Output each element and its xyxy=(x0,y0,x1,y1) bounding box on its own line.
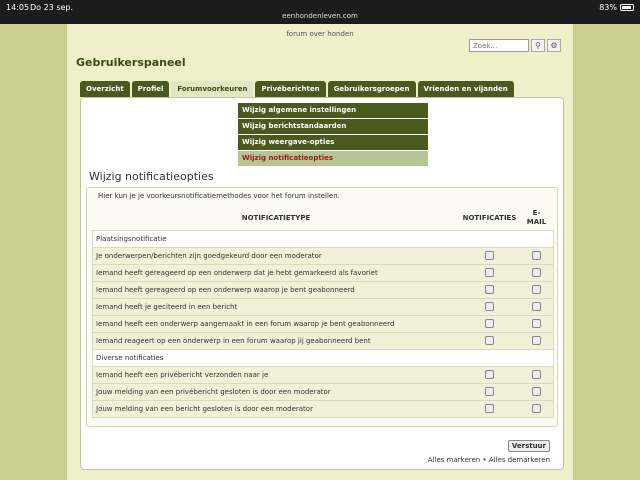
table-row xyxy=(93,315,554,332)
notification-checkbox[interactable] xyxy=(485,251,494,260)
row-label: Iemand reageert op een onderwerp in een forum waarop jij geabonneerd bent xyxy=(93,332,460,349)
site-tagline: forum over honden xyxy=(286,30,354,38)
table-row xyxy=(93,383,554,400)
page-title: Gebruikerspaneel xyxy=(76,56,186,69)
notification-checkbox[interactable] xyxy=(485,336,494,345)
notification-table xyxy=(92,206,554,418)
column-header-type: NOTIFICATIETYPE xyxy=(241,213,311,222)
status-date: Do 23 sep. xyxy=(30,3,74,12)
row-label: Je onderwerpen/berichten zijn goedgekeurd door een moderator xyxy=(93,247,460,264)
tab-vrienden[interactable]: Vrienden en vijanden xyxy=(418,81,514,97)
table-row xyxy=(93,400,554,417)
notification-checkbox[interactable] xyxy=(485,302,494,311)
search-icon[interactable]: ⚲ xyxy=(531,39,545,52)
row-label: Iemand heeft gereageerd op een onderwerp waarop je bent geabonneerd xyxy=(93,281,460,298)
column-header-notifications: NOTIFICATIES xyxy=(462,213,517,222)
email-checkbox[interactable] xyxy=(532,404,541,413)
search-bar xyxy=(469,39,561,52)
row-label: Jouw melding van een privébericht gesloten is door een moderator xyxy=(93,383,460,400)
row-label: Iemand heeft je geciteerd in een bericht xyxy=(93,298,460,315)
search-input[interactable] xyxy=(469,39,529,52)
email-checkbox[interactable] xyxy=(532,302,541,311)
notification-checkbox[interactable] xyxy=(485,404,494,413)
submenu-item-notificatie[interactable]: Wijzig notificatieopties xyxy=(238,151,428,166)
row-label: Iemand heeft gereageerd op een onderwerp dat je hebt gemarkeerd als favoriet xyxy=(93,264,460,281)
table-row xyxy=(93,298,554,315)
table-row xyxy=(93,264,554,281)
gear-icon[interactable]: ⚙ xyxy=(547,39,561,52)
group-header-diverse: Diverse notificaties xyxy=(93,349,554,366)
notification-checkbox[interactable] xyxy=(485,387,494,396)
submit-button[interactable]: Verstuur xyxy=(508,440,550,452)
mark-all-link[interactable]: Alles markeren xyxy=(427,456,481,464)
intro-text: Hier kun je je voorkeursnotificatiemethodes voor het forum instellen. xyxy=(98,192,340,200)
row-label: Iemand heeft een onderwerp aangemaakt in een forum waarop je bent geabonneerd xyxy=(93,315,460,332)
notification-checkbox[interactable] xyxy=(485,370,494,379)
email-checkbox[interactable] xyxy=(532,387,541,396)
column-header-email xyxy=(520,206,554,230)
notification-checkbox[interactable] xyxy=(485,285,494,294)
submenu-item-algemeen[interactable]: Wijzig algemene instellingen xyxy=(238,103,428,118)
address-url[interactable]: eenhondenleven.com xyxy=(282,12,358,20)
unmark-all-link[interactable]: Alles demarkeren xyxy=(488,456,550,464)
email-checkbox[interactable] xyxy=(532,268,541,277)
row-label: Jouw melding van een bericht gesloten is door een moderator xyxy=(93,400,460,417)
table-row xyxy=(93,281,554,298)
forum-page xyxy=(67,24,573,480)
table-row xyxy=(93,332,554,349)
submenu-item-berichtstandaarden[interactable]: Wijzig berichtstandaarden xyxy=(238,119,428,134)
mark-links xyxy=(428,456,550,464)
email-checkbox[interactable] xyxy=(532,285,541,294)
tab-bar xyxy=(80,81,514,97)
tab-overzicht[interactable]: Overzicht xyxy=(80,81,130,97)
battery-percent: 83% xyxy=(599,3,617,12)
submenu xyxy=(238,103,428,167)
battery-icon xyxy=(620,4,634,11)
tab-gebruikersgroepen[interactable]: Gebruikersgroepen xyxy=(328,81,416,97)
group-header-plaatsing: Plaatsingsnotificatie xyxy=(93,230,554,247)
email-checkbox[interactable] xyxy=(532,319,541,328)
table-row xyxy=(93,247,554,264)
email-checkbox[interactable] xyxy=(532,251,541,260)
submenu-item-weergave[interactable]: Wijzig weergave-opties xyxy=(238,135,428,150)
table-row xyxy=(93,366,554,383)
column-header-email-line1: E- xyxy=(532,208,541,217)
tab-forumvoorkeuren[interactable]: Forumvoorkeuren xyxy=(171,81,253,97)
status-time: 14:05 xyxy=(6,3,30,12)
content-panel xyxy=(80,97,564,470)
battery-indicator xyxy=(599,3,634,12)
column-header-email-line2: MAIL xyxy=(526,217,547,226)
status-bar xyxy=(0,0,640,24)
notification-form xyxy=(86,187,558,427)
tab-profiel[interactable]: Profiel xyxy=(132,81,170,97)
mark-separator: • xyxy=(482,456,487,464)
row-label: Iemand heeft een privébericht verzonden naar je xyxy=(93,366,460,383)
notification-checkbox[interactable] xyxy=(485,319,494,328)
email-checkbox[interactable] xyxy=(532,336,541,345)
section-title: Wijzig notificatieopties xyxy=(89,170,214,183)
email-checkbox[interactable] xyxy=(532,370,541,379)
notification-checkbox[interactable] xyxy=(485,268,494,277)
tab-priveberichten[interactable]: Privéberichten xyxy=(255,81,325,97)
